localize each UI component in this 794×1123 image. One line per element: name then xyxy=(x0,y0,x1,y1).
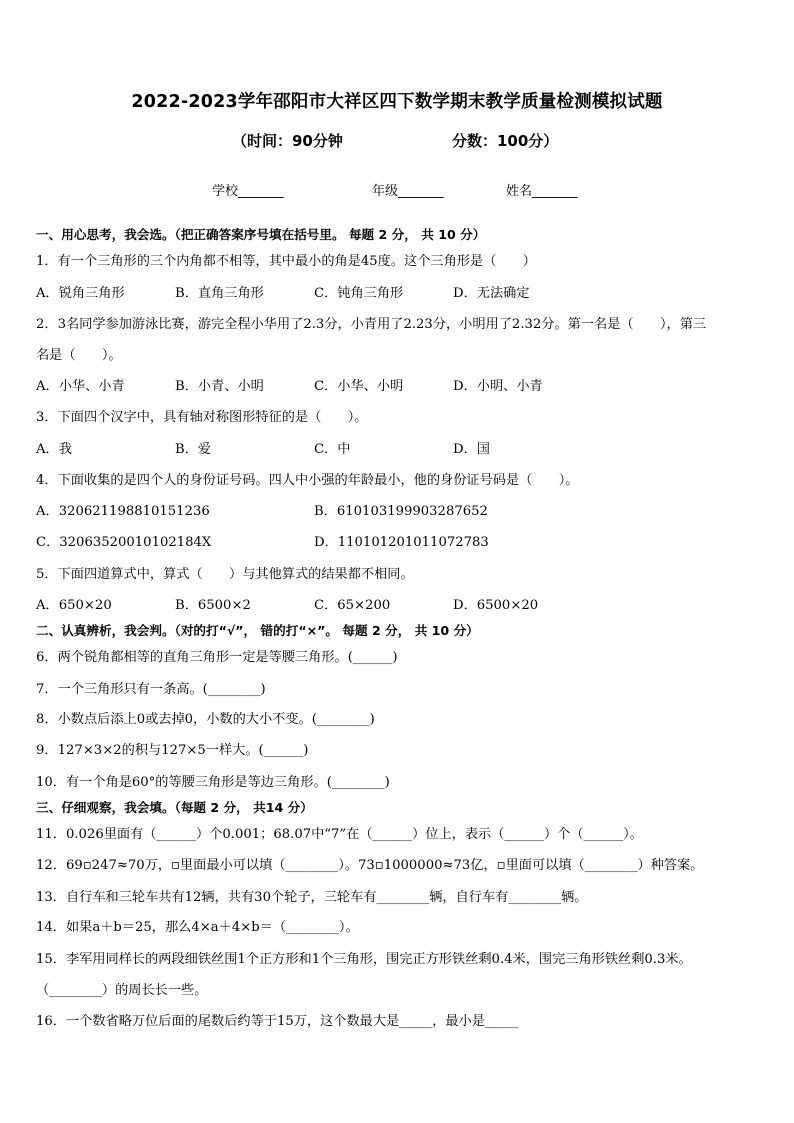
grade-field: 年级_______ xyxy=(372,184,444,199)
question-8: 8．小数点后添上0或去掉0，小数的大小不变。(________) xyxy=(36,712,375,727)
section-2-heading: 二、认真辨析，我会判。（对的打“√”， 错的打“×”。 每题 2 分， 共 10 分） xyxy=(36,623,479,638)
q2-option-a: A．小华、小青 xyxy=(36,379,125,394)
question-4: 4．下面收集的是四个人的身份证号码。四人中小强的年龄最小，他的身份证号码是（ ）。 xyxy=(36,473,579,488)
question-16: 16．一个数省略万位后面的尾数后约等于15万，这个数最大是_____，最小是_____ xyxy=(36,1014,518,1029)
question-15-line-2: （________）的周长长一些。 xyxy=(36,983,208,998)
q2-option-b: B．小青、小明 xyxy=(175,379,264,394)
question-13: 13．自行车和三轮车共有12辆，共有30个轮子，三轮车有________辆，自行车有________辆。 xyxy=(36,890,588,905)
question-10: 10．有一个角是60°的等腰三角形是等边三角形。(________) xyxy=(36,775,390,790)
school-field: 学校_______ xyxy=(212,184,284,199)
q4-option-c: C．32063520010102184X xyxy=(36,535,212,550)
q5-option-d: D．6500×20 xyxy=(453,598,539,613)
q3-option-d: D．国 xyxy=(453,442,490,457)
q5-option-c: C．65×200 xyxy=(314,598,391,613)
question-7: 7．一个三角形只有一条高。(________) xyxy=(36,682,266,697)
q1-option-d: D．无法确定 xyxy=(453,286,530,301)
section-3-heading: 三、仔细观察，我会填。（每题 2 分， 共14 分） xyxy=(36,800,313,815)
q4-option-a: A．320621198810151236 xyxy=(36,504,210,519)
q1-option-c: C．钝角三角形 xyxy=(314,286,404,301)
q2-option-d: D．小明、小青 xyxy=(453,379,543,394)
q5-option-a: A．650×20 xyxy=(36,598,112,613)
q3-option-a: A．我 xyxy=(36,442,72,457)
question-9: 9．127×3×2的积与127×5一样大。(______) xyxy=(36,743,309,758)
q3-option-c: C．中 xyxy=(314,442,351,457)
question-14: 14．如果a＋b＝25，那么4×a＋4×b＝（________）。 xyxy=(36,920,359,935)
exam-time: （时间：90分钟 xyxy=(232,132,343,150)
question-2-line-1: 2．3名同学参加游泳比赛，游完全程小华用了2.3分，小青用了2.23分，小明用了2.32分。第一名是（ ），第三 xyxy=(36,317,707,332)
question-12: 12．69▫247≈70万，▫里面最小可以填（________）。73▫1000000≈73亿，▫里面可以填（________）种答案。 xyxy=(36,858,704,873)
q2-option-c: C．小华、小明 xyxy=(314,379,404,394)
question-11: 11．0.026里面有（______）个0.001；68.07中“7”在（______）位上，表示（______）个（______）。 xyxy=(36,827,643,842)
question-15-line-1: 15．李军用同样长的两段细铁丝围1个正方形和1个三角形，围完正方形铁丝剩0.4米，围完三角形铁丝剩0.3米。 xyxy=(36,952,692,967)
exam-score: 分数：100分） xyxy=(452,132,559,150)
q4-option-b: B．610103199903287652 xyxy=(314,504,488,519)
q1-option-a: A．锐角三角形 xyxy=(36,286,125,301)
name-field: 姓名_______ xyxy=(506,184,578,199)
q1-option-b: B．直角三角形 xyxy=(175,286,264,301)
page-title: 2022-2023学年邵阳市大祥区四下数学期末教学质量检测模拟试题 xyxy=(131,92,663,112)
question-1: 1．有一个三角形的三个内角都不相等，其中最小的角是45度。这个三角形是（ ） xyxy=(36,254,536,269)
question-6: 6．两个锐角都相等的直角三角形一定是等腰三角形。(______) xyxy=(36,650,398,665)
q5-option-b: B．6500×2 xyxy=(175,598,251,613)
q4-option-d: D．110101201011072783 xyxy=(314,535,489,550)
question-2-line-2: 名是（ ）。 xyxy=(36,348,122,363)
q3-option-b: B．爱 xyxy=(175,442,212,457)
question-5: 5．下面四道算式中，算式（ ）与其他算式的结果都不相同。 xyxy=(36,567,414,582)
question-3: 3．下面四个汉字中，具有轴对称图形特征的是（ ）。 xyxy=(36,410,368,425)
section-1-heading: 一、用心思考，我会选。（把正确答案序号填在括号里。 每题 2 分， 共 10 分） xyxy=(36,227,486,242)
